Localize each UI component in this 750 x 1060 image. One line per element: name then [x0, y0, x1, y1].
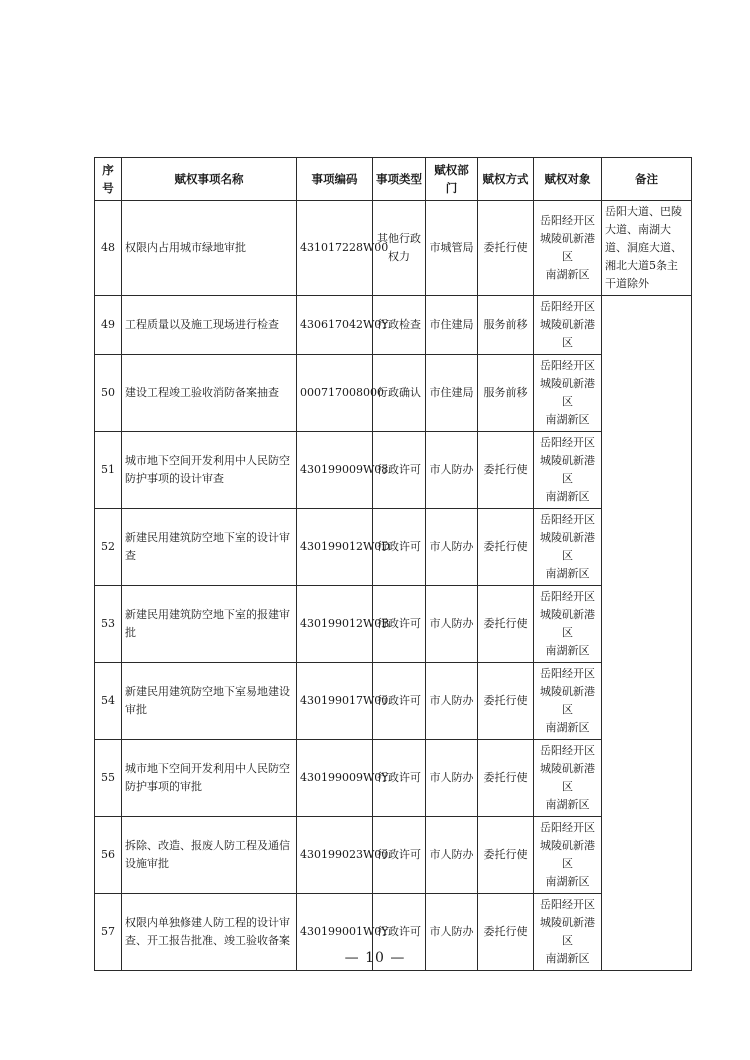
- cell-name: 新建民用建筑防空地下室的设计审查: [122, 509, 297, 586]
- cell-no: 49: [95, 296, 122, 355]
- cell-dept: 市住建局: [426, 355, 478, 432]
- cell-code: 430199009W0Y: [297, 740, 373, 817]
- cell-name: 城市地下空间开发利用中人民防空防护事项的设计审查: [122, 432, 297, 509]
- cell-code: 430199017W00: [297, 663, 373, 740]
- cell-no: 53: [95, 586, 122, 663]
- cell-type: 行政许可: [373, 509, 426, 586]
- table-row: [95, 740, 692, 817]
- cell-no: 48: [95, 201, 122, 296]
- target-line: 城陵矶新港区: [540, 608, 595, 639]
- table-row: [95, 296, 692, 355]
- table-row: [95, 201, 692, 296]
- cell-code: 000717008000: [297, 355, 373, 432]
- target-line: 岳阳经开区: [540, 214, 595, 227]
- cell-note: [602, 663, 692, 740]
- cell-method: 委托行使: [478, 432, 534, 509]
- table-row: [95, 586, 692, 663]
- cell-no: 51: [95, 432, 122, 509]
- cell-code: 430617042W0Y: [297, 296, 373, 355]
- table-row: [95, 509, 692, 586]
- cell-note: [602, 432, 692, 509]
- cell-no: 55: [95, 740, 122, 817]
- cell-method: 委托行使: [478, 586, 534, 663]
- cell-dept: 市人防办: [426, 586, 478, 663]
- table-row: [95, 817, 692, 894]
- cell-name: 新建民用建筑防空地下室的报建审批: [122, 586, 297, 663]
- header-method: 赋权方式: [478, 158, 534, 201]
- table-row: [95, 663, 692, 740]
- cell-code: 430199023W00: [297, 817, 373, 894]
- cell-type: 行政许可: [373, 817, 426, 894]
- cell-dept: 市人防办: [426, 894, 478, 971]
- cell-type: 行政确认: [373, 355, 426, 432]
- target-line: 城陵矶新港区: [540, 839, 595, 870]
- cell-dept: 市人防办: [426, 432, 478, 509]
- table-row: [95, 355, 692, 432]
- cell-dept: 市住建局: [426, 296, 478, 355]
- cell-code: 430199012W0D: [297, 509, 373, 586]
- cell-type: 其他行政权力: [373, 201, 426, 296]
- cell-method: 服务前移: [478, 355, 534, 432]
- cell-no: 57: [95, 894, 122, 971]
- target-line: 岳阳经开区: [540, 359, 595, 372]
- target-line: 南湖新区: [545, 490, 590, 503]
- cell-method: 委托行使: [478, 201, 534, 296]
- cell-note: [602, 355, 692, 432]
- target-line: 岳阳经开区: [540, 821, 595, 834]
- cell-no: 56: [95, 817, 122, 894]
- cell-note: [602, 740, 692, 817]
- cell-dept: 市人防办: [426, 663, 478, 740]
- header-code: 事项编码: [297, 158, 373, 201]
- target-line: 岳阳经开区: [540, 667, 595, 680]
- target-line: 城陵矶新港区: [540, 685, 595, 716]
- cell-code: 431017228W00: [297, 201, 373, 296]
- empowerment-table: [94, 157, 692, 971]
- cell-method: 服务前移: [478, 296, 534, 355]
- target-line: 岳阳经开区: [540, 436, 595, 449]
- cell-no: 52: [95, 509, 122, 586]
- cell-name: 城市地下空间开发利用中人民防空防护事项的审批: [122, 740, 297, 817]
- cell-type: 行政许可: [373, 894, 426, 971]
- target-line: 南湖新区: [545, 721, 590, 734]
- cell-method: 委托行使: [478, 509, 534, 586]
- cell-target: [534, 663, 602, 740]
- cell-note: [602, 817, 692, 894]
- target-line: 岳阳经开区: [540, 300, 595, 313]
- cell-dept: 市人防办: [426, 817, 478, 894]
- cell-name: 建设工程竣工验收消防备案抽查: [122, 355, 297, 432]
- target-line: 城陵矶新港区: [540, 762, 595, 793]
- target-line: 岳阳经开区: [540, 898, 595, 911]
- cell-target: [534, 740, 602, 817]
- target-line: 岳阳经开区: [540, 744, 595, 757]
- cell-dept: 市城管局: [426, 201, 478, 296]
- table-row: [95, 432, 692, 509]
- cell-name: 权限内占用城市绿地审批: [122, 201, 297, 296]
- cell-method: 委托行使: [478, 740, 534, 817]
- cell-code: 430199001W0Y: [297, 894, 373, 971]
- target-line: 城陵矶新港区: [540, 232, 595, 263]
- cell-method: 委托行使: [478, 817, 534, 894]
- table-header-row: [95, 158, 692, 201]
- cell-code: 430199009W08: [297, 432, 373, 509]
- cell-target: [534, 432, 602, 509]
- header-no: 序号: [95, 158, 122, 201]
- target-line: 南湖新区: [545, 798, 590, 811]
- cell-note: 岳阳大道、巴陵大道、南湖大道、洞庭大道、湘北大道5条主干道除外: [602, 201, 692, 296]
- cell-target: [534, 586, 602, 663]
- target-line: 南湖新区: [545, 644, 590, 657]
- cell-type: 行政许可: [373, 432, 426, 509]
- cell-name: 新建民用建筑防空地下室易地建设审批: [122, 663, 297, 740]
- cell-dept: 市人防办: [426, 509, 478, 586]
- target-line: 南湖新区: [545, 875, 590, 888]
- cell-type: 行政许可: [373, 586, 426, 663]
- cell-no: 54: [95, 663, 122, 740]
- target-line: 城陵矶新港区: [540, 916, 595, 947]
- target-line: 南湖新区: [545, 413, 590, 426]
- target-line: 城陵矶新港区: [540, 318, 595, 349]
- cell-method: 委托行使: [478, 663, 534, 740]
- header-dept: 赋权部门: [426, 158, 478, 201]
- target-line: 城陵矶新港区: [540, 377, 595, 408]
- cell-method: 委托行使: [478, 894, 534, 971]
- header-name: 赋权事项名称: [122, 158, 297, 201]
- cell-type: 行政许可: [373, 663, 426, 740]
- cell-name: 权限内单独修建人防工程的设计审查、开工报告批准、竣工验收备案: [122, 894, 297, 971]
- target-line: 城陵矶新港区: [540, 454, 595, 485]
- cell-name: 工程质量以及施工现场进行检查: [122, 296, 297, 355]
- cell-target: [534, 817, 602, 894]
- page-number: — 10 —: [344, 950, 406, 966]
- header-target: 赋权对象: [534, 158, 602, 201]
- cell-type: 行政许可: [373, 740, 426, 817]
- cell-target: [534, 296, 602, 355]
- target-line: 南湖新区: [545, 952, 590, 965]
- cell-target: [534, 509, 602, 586]
- cell-no: 50: [95, 355, 122, 432]
- cell-target: [534, 355, 602, 432]
- cell-dept: 市人防办: [426, 740, 478, 817]
- cell-note: [602, 586, 692, 663]
- target-line: 南湖新区: [545, 268, 590, 281]
- target-line: 岳阳经开区: [540, 590, 595, 603]
- target-line: 岳阳经开区: [540, 513, 595, 526]
- header-note: 备注: [602, 158, 692, 201]
- cell-target: [534, 201, 602, 296]
- cell-note: [602, 296, 692, 355]
- target-line: 城陵矶新港区: [540, 531, 595, 562]
- target-line: 南湖新区: [545, 567, 590, 580]
- table-body: [95, 201, 692, 971]
- cell-type: 行政检查: [373, 296, 426, 355]
- cell-code: 430199012W0B: [297, 586, 373, 663]
- cell-name: 拆除、改造、报废人防工程及通信设施审批: [122, 817, 297, 894]
- header-type: 事项类型: [373, 158, 426, 201]
- cell-note: [602, 509, 692, 586]
